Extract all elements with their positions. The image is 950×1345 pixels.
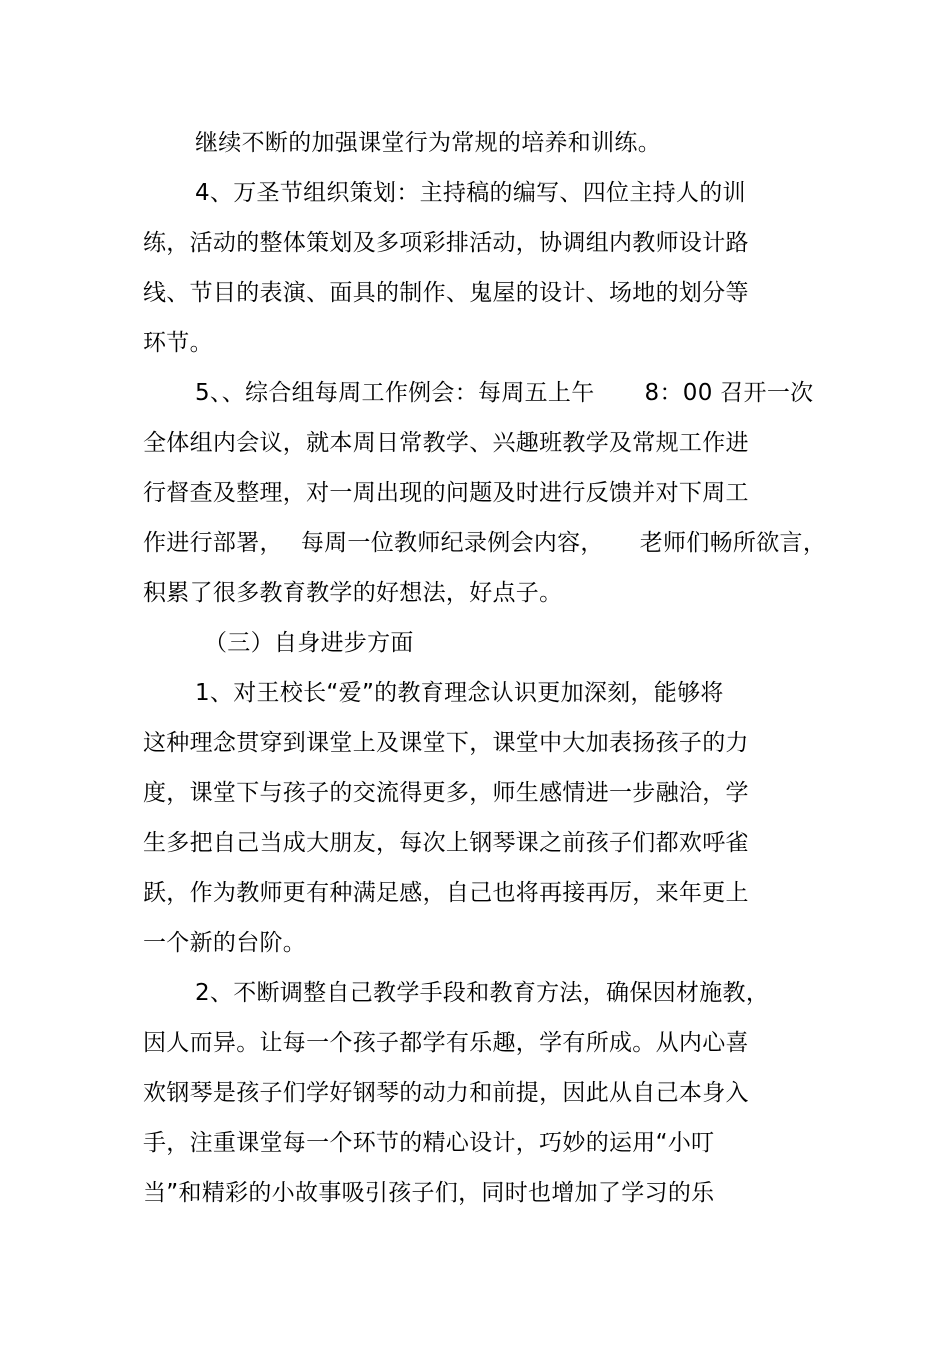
text-line: 手，注重课堂每一个环节的精心设计，巧妙的运用“小叮 — [143, 1130, 715, 1156]
text-segment: 5、、综合组每周工作例会：每周五上午 — [195, 380, 595, 406]
text-line: 练，活动的整体策划及多项彩排活动，协调组内教师设计路 — [143, 230, 749, 256]
text-line: 继续不断的加强课堂行为常规的培养和训练。 — [195, 130, 661, 156]
text-line: 当”和精彩的小故事吸引孩子们，同时也增加了学习的乐 — [143, 1180, 715, 1206]
text-segment: 每周一位教师纪录例会内容， — [300, 530, 604, 556]
text-line: 线、节目的表演、面具的制作、鬼屋的设计、场地的划分等 — [143, 280, 749, 306]
text-line: 全体组内会议，就本周日常教学、兴趣班教学及常规工作进 — [143, 430, 749, 456]
text-line — [195, 378, 813, 408]
text-line: 一个新的台阶。 — [143, 930, 307, 956]
section-heading: （三）自身进步方面 — [204, 630, 414, 656]
text-line: 4、万圣节组织策划：主持稿的编写、四位主持人的训 — [195, 180, 746, 206]
text-line: 欢钢琴是孩子们学好钢琴的动力和前提，因此从自己本身入 — [143, 1080, 749, 1106]
text-line: 生多把自己当成大朋友，每次上钢琴课之前孩子们都欢呼雀 — [143, 830, 749, 856]
text-segment: 作进行部署， — [143, 530, 283, 556]
text-line: 积累了很多教育教学的好想法，好点子。 — [143, 580, 563, 606]
text-line: 1、对王校长“爱”的教育理念认识更加深刻，能够将 — [195, 680, 724, 706]
text-line: 度，课堂下与孩子的交流得更多，师生感情进一步融洽，学 — [143, 780, 749, 806]
text-line: 跃，作为教师更有种满足感，自己也将再接再厉，来年更上 — [143, 880, 749, 906]
text-line — [143, 528, 826, 558]
text-line: 行督查及整理，对一周出现的问题及时进行反馈并对下周工 — [143, 480, 749, 506]
text-line: 因人而异。让每一个孩子都学有乐趣，学有所成。从内心喜 — [143, 1030, 749, 1056]
text-segment: 8：00 召开一次 — [644, 380, 814, 406]
text-segment: 老师们畅所欲言， — [639, 530, 827, 556]
text-line: 2、不断调整自己教学手段和教育方法，确保因材施教， — [195, 980, 770, 1006]
text-line: 这种理念贯穿到课堂上及课堂下，课堂中大加表扬孩子的力 — [143, 730, 749, 756]
text-line: 环节。 — [143, 330, 213, 356]
